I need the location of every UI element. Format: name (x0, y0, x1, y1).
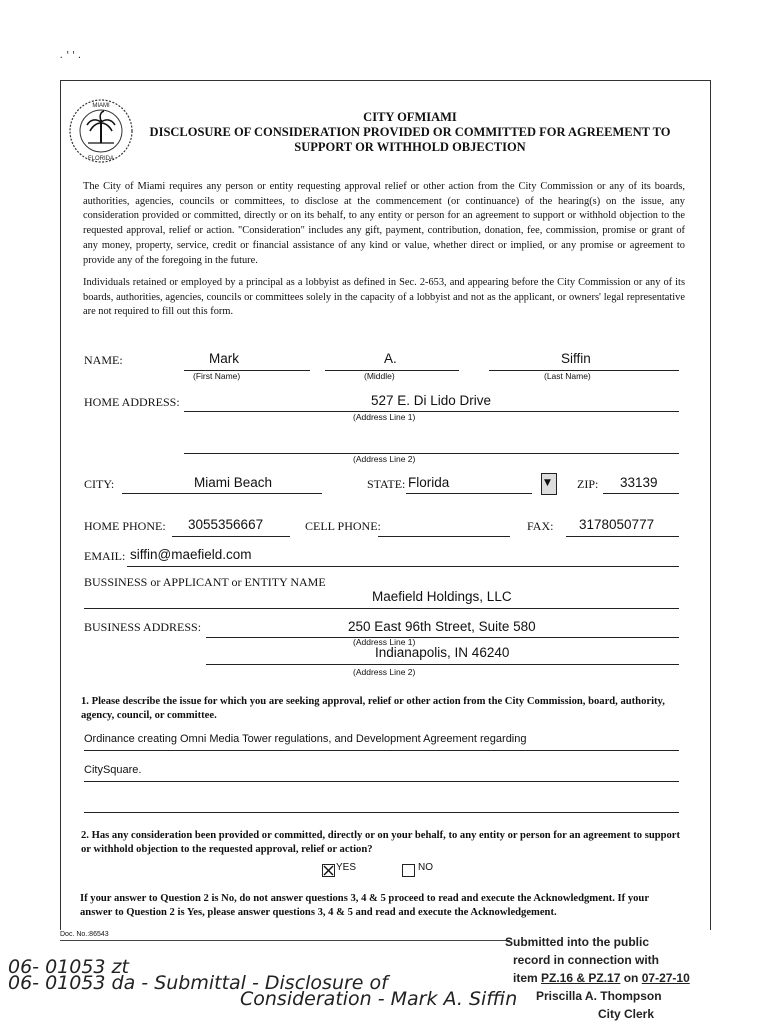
no-label: NO (418, 862, 433, 873)
first-name-value[interactable]: Mark (209, 351, 239, 366)
last-name-value[interactable]: Siffin (561, 351, 591, 366)
business-address-label: BUSINESS ADDRESS: (84, 620, 202, 634)
stamp-line-3 (513, 971, 713, 985)
business-address-line1-caption: (Address Line 1) (353, 637, 416, 647)
yes-checkbox[interactable] (322, 864, 335, 877)
header-city: CITY OFMIAMI (363, 110, 457, 124)
yes-label: YES (336, 862, 357, 873)
handwritten-file-number-1: 06- 01053 zt (8, 956, 129, 978)
question-2-text: 2. Has any consideration been provided or committed, directly or on your behalf, to any entity or person for an agreement to support or withhold objection to the requested approval, relief or action? (81, 830, 681, 855)
intro-paragraph: The City of Miami requires any person or entity requesting approval relief or other action from the City Commission or any of its boards, authorities, agencies, councils or committees, to disclose at the commencement (or continuance) of the hearing(s) on the issue, any consideration provided or committed, directly or on its behalf, to any entity or person for an agreement to support or withhold objection to the requested approval, relief or action. "Consideration" includes any gift, payment, contribution, donation, fee, commission, promise or grant of any money, property, service, credit or financial assistance of any kind or value, whether direct or implied, or any promise or agreement to provide any of the foregoing in the future. (83, 181, 685, 266)
header-subtitle: SUPPORT OR WITHHOLD OBJECTION (294, 140, 526, 154)
form-border-right (710, 80, 711, 930)
business-address-line1-value[interactable]: 250 East 96th Street, Suite 580 (348, 619, 536, 634)
stamp-line-2: record in connection with (513, 953, 660, 967)
stamp-date: 07-27-10 (641, 971, 690, 985)
svg-text:MIAMI: MIAMI (92, 103, 110, 109)
city-label: CITY: (84, 477, 115, 491)
home-phone-value[interactable]: 3055356667 (188, 517, 264, 532)
question-1-answer-rule2 (84, 781, 679, 782)
fax-value[interactable]: 3178050777 (579, 517, 655, 532)
business-address-line2-value[interactable]: Indianapolis, IN 46240 (375, 645, 510, 660)
checkmark-x-icon (323, 865, 334, 876)
home-address-line1-line (184, 411, 679, 412)
business-address-line1-line (206, 637, 679, 638)
question-1-answer-rule1 (84, 750, 679, 751)
business-address-line2-caption: (Address Line 2) (353, 667, 416, 677)
cell-phone-line (378, 536, 510, 537)
middle-name-value[interactable]: A. (384, 351, 397, 366)
home-address-label: HOME ADDRESS: (84, 395, 180, 409)
home-phone-label: HOME PHONE: (84, 519, 166, 533)
question-1-answer-line2[interactable]: CitySquare. (84, 764, 142, 776)
form-border-bottom (60, 940, 510, 941)
question-1-answer-line1[interactable]: Ordinance creating Omni Media Tower regulations, and Development Agreement regarding (84, 733, 527, 745)
handwritten-description: Consideration - Mark A. Siffin (240, 988, 518, 1010)
instructions-text: If your answer to Question 2 is No, do not answer questions 3, 4 & 5 proceed to read and execute the Acknowledgment. If your answer to Question 2 is Yes, please answer questions 3, 4 & 5 and read and execute the Acknowledgement. (80, 893, 649, 918)
name-label: NAME: (84, 353, 123, 367)
state-line (406, 493, 532, 494)
stamp-item-prefix: item (513, 971, 542, 985)
stamp-clerk-title: City Clerk (598, 1007, 655, 1021)
state-value[interactable]: Florida (408, 475, 450, 490)
city-line (122, 493, 322, 494)
zip-line (603, 493, 679, 494)
email-label: EMAIL: (84, 549, 126, 563)
last-name-caption: (Last Name) (544, 371, 591, 381)
doc-number: Doc. No.:86543 (60, 931, 109, 938)
home-address-line2-line (184, 453, 679, 454)
business-name-value[interactable]: Maefield Holdings, LLC (372, 589, 512, 604)
no-checkbox[interactable] (402, 864, 415, 877)
cell-phone-label: CELL PHONE: (305, 519, 381, 533)
email-line (127, 566, 679, 567)
state-label: STATE: (367, 477, 406, 491)
question-1-answer-rule3 (84, 812, 679, 813)
form-border-top (60, 80, 710, 81)
stamp-item-number: PZ.16 & PZ.17 (541, 971, 621, 985)
scan-marks: . ' ' . (60, 50, 82, 61)
stamp-line-1: Submitted into the public (505, 935, 649, 949)
svg-text:FLORIDA: FLORIDA (87, 156, 115, 162)
home-address-line1-caption: (Address Line 1) (353, 412, 416, 422)
business-name-line (84, 608, 679, 609)
home-address-line1-value[interactable]: 527 E. Di Lido Drive (371, 393, 492, 408)
middle-name-caption: (Middle) (364, 371, 395, 381)
state-dropdown-button[interactable] (541, 473, 557, 495)
stamp-clerk-name: Priscilla A. Thompson (536, 989, 662, 1003)
home-phone-line (172, 536, 290, 537)
fax-line (566, 536, 679, 537)
email-value[interactable]: siffin@maefield.com (130, 547, 252, 562)
form-border-left (60, 80, 61, 930)
zip-label: ZIP: (577, 477, 599, 491)
question-1-text: 1. Please describe the issue for which you are seeking approval, relief or other action from the City Commission, board, authority, agency, council, or committee. (81, 696, 665, 721)
home-address-line2-caption: (Address Line 2) (353, 454, 416, 464)
lobbyist-paragraph: Individuals retained or employed by a principal as a lobbyist as defined in Sec. 2-653, and appearing before the City Commission or any of its boards, authorities, agencies, councils or committees solely in the capacity of a lobbyist and not as the applicant, or owners' legal representative are not required to fill out this form. (83, 277, 685, 318)
business-name-label: BUSSINESS or APPLICANT or ENTITY NAME (84, 575, 326, 589)
stamp-item-mid: on (620, 971, 642, 985)
business-address-line2-line (206, 664, 679, 665)
zip-value[interactable]: 33139 (620, 475, 658, 490)
chevron-down-icon: ▼ (544, 478, 551, 488)
city-value[interactable]: Miami Beach (194, 475, 273, 490)
fax-label: FAX: (527, 519, 554, 533)
first-name-caption: (First Name) (193, 371, 241, 381)
handwritten-file-number-2: 06- 01053 da - Submittal - Disclosure of (8, 972, 388, 994)
header-title: DISCLOSURE OF CONSIDERATION PROVIDED OR COMMITTED FOR AGREEMENT TO (149, 125, 671, 139)
